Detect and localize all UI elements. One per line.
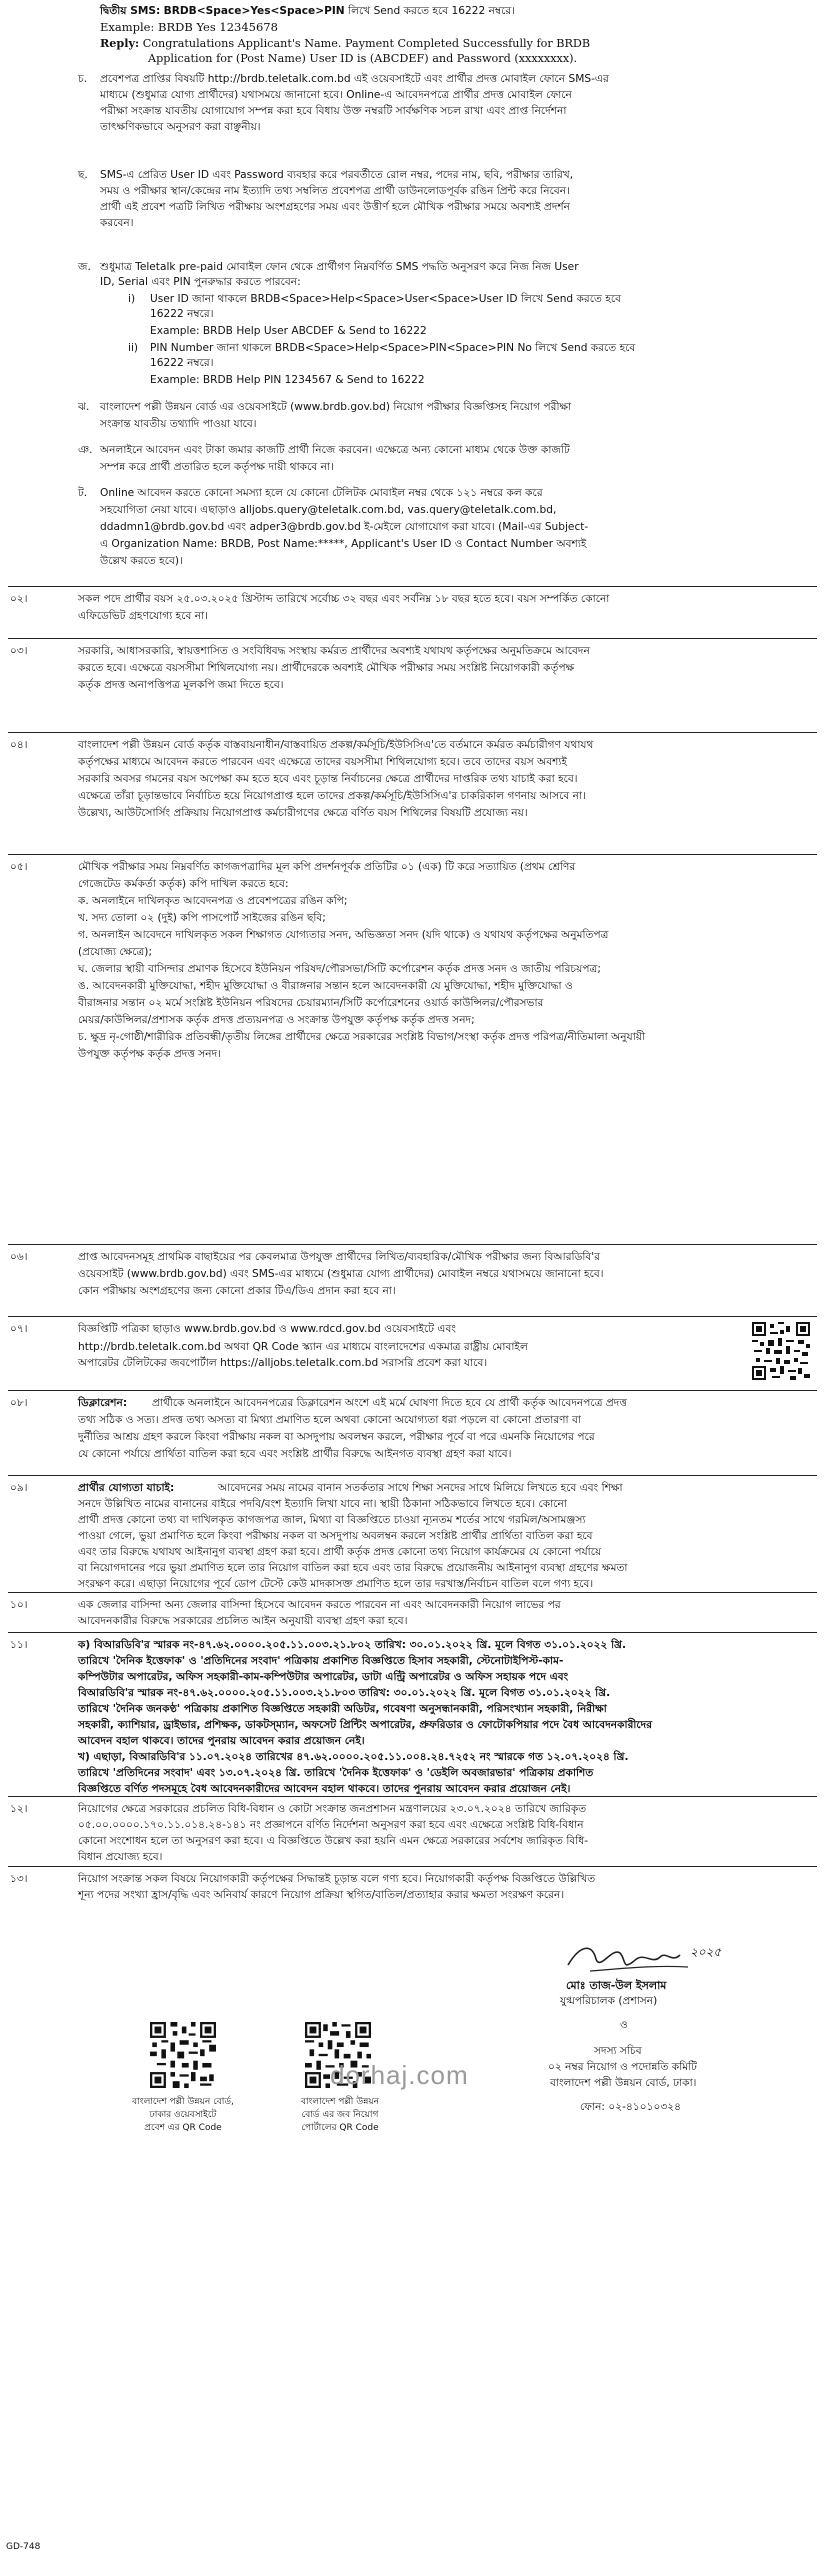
section-line: গেজেটেড কর্মকর্তা কর্তৃক) কপি দাখিল করতে হবে: bbox=[78, 878, 289, 890]
divider bbox=[8, 1866, 817, 1867]
sms2-command: BRDB<Space>Yes<Space>PIN bbox=[163, 5, 345, 17]
signer-phone: ফোন: ০২-৪১০১০৩২৪ bbox=[580, 2101, 682, 2113]
sec08-num: ০৮। bbox=[10, 1397, 28, 1409]
sms2-line bbox=[100, 4, 515, 19]
section-number: ০৫। bbox=[10, 861, 28, 873]
item-j-sub1-example: Example: BRDB Help User ABCDEF & Send to 16222 bbox=[150, 325, 427, 337]
sec11-line: বিআরডিবি'র স্মারক নং-৪৭.৬২.০০০০.২০৫.১১.০০৩.২১.৮০৩ তারিখ: ৩০.০১.২০২২ খ্রি. মূলে বিগত ৩১.০১.২০২২ খ্রি. bbox=[78, 1687, 611, 1699]
sms2-reply-2: Application for (Post Name) User ID is (ABCDEF) and Password (xxxxxxxx). bbox=[148, 52, 578, 65]
divider bbox=[8, 638, 817, 639]
sec12-line: ০৫.০০.০০০০.১৭০.১১.০১৪.২৪-১৪১ নং প্রজ্ঞাপনে বর্ণিত নির্দেশনা অনুসরণ করা হবে এবং এক্ষেত্রে সংশ্লিষ্ট বিধি-বিধান bbox=[78, 1819, 584, 1831]
sec13-line: শূন্য পদের সংখ্যা হ্রাস/বৃদ্ধি এবং অনিবার্য কারণে নিয়োগ প্রক্রিয়া স্থগিত/বাতিল/প্রত্যাহার করার ক্ষমতা সংরক্ষণ করেন। bbox=[78, 1889, 565, 1901]
divider bbox=[8, 1632, 817, 1633]
signer-and: ও bbox=[620, 2019, 628, 2031]
item-j-sub2-b: 16222 নম্বরে। bbox=[150, 357, 214, 369]
item-line: সংক্রান্ত যাবতীয় তথ্যাদি পাওয়া যাবে। bbox=[100, 418, 257, 430]
item-line: সময় ও পরীক্ষার স্থান/কেন্দ্রের নাম ইত্যাদি তথ্য সম্বলিত প্রবেশপত্র প্রার্থী ডাউনলোডপূর্বক রঙিন প্রিন্ট করে নিবেন। bbox=[100, 185, 570, 197]
sec07-num: ০৭। bbox=[10, 1323, 28, 1335]
section-line: কর্তৃক প্রদত্ত অনাপত্তিপত্র মূলকপি জমা দিতে হবে। bbox=[78, 679, 284, 691]
item-line: বাংলাদেশ পল্লী উন্নয়ন বোর্ড এর ওয়েবসাইটে (www.brdb.gov.bd) নিয়োগ পরীক্ষার বিজ্ঞপ্তিসহ নিয়োগ পরীক্ষা bbox=[100, 401, 572, 413]
sec09-line: প্রার্থী প্রদত্ত কোনো তথ্য বা দাখিলকৃত কাগজপত্র জাল, মিথ্যা বা বিজ্ঞপ্তিতে চাওয়া ন্যূনতম শর্তের সাথে গরমিল/অসামঞ্জস্য bbox=[78, 1514, 586, 1526]
section-line: উল্লেখ্য, আউটসোর্সিং প্রক্রিয়ায় নিয়োগপ্রাপ্ত কর্মচারীগণের ক্ষেত্রে বর্ণিত বয়স শিথিলের বিষয়টি প্রযোজ্য নয়। bbox=[78, 807, 528, 819]
qr-code-brdb-small[interactable] bbox=[752, 1322, 810, 1380]
sec08-line: দুর্নীতির আশ্রয় গ্রহণ করলে কিংবা পরীক্ষায় নকল বা অসদুপায় অবলম্বন করলে, পরীক্ষার পূর্বে বা পরে এমনকি নিয়োগের পরে bbox=[78, 1431, 595, 1443]
item-line: সম্পন্ন করে প্রার্থী প্রতারিত হলে কর্তৃপক্ষ দায়ী থাকবে না। bbox=[100, 461, 334, 473]
item-j-line1: শুধুমাত্র Teletalk pre-paid মোবাইল ফোন থেকে প্রার্থীগণ নিম্নবর্ণিত SMS পদ্ধতি অনুসরণ করে নিজ নিজ User bbox=[100, 261, 579, 273]
divider bbox=[8, 854, 817, 855]
section-line: চ. ক্ষুদ্র নৃ-গোষ্ঠী/শারীরিক প্রতিবন্ধী/তৃতীয় লিঙ্গের প্রার্থীদের ক্ষেত্রে সরকারের সংশ্লিষ্ট বিভাগ/সংস্থা কর্তৃক প্রদত্ত পরিপত্র/নীতিমালা অনুযায়ী bbox=[78, 1031, 646, 1043]
section-number: ০৬। bbox=[10, 1251, 28, 1263]
section-line: গ. অনলাইন আবেদনে দাখিলকৃত সকল শিক্ষাগত যোগ্যতার সনদ, অভিজ্ঞতা সনদ (যদি থাকে) ও যথাযথ কর্তৃপক্ষের অনুমতিপত্র bbox=[78, 929, 609, 941]
qr-code-icon bbox=[150, 2022, 216, 2088]
section-line: এফিডেভিট গ্রহণযোগ্য হবে না। bbox=[78, 610, 208, 622]
item-j-line2: ID, Serial এবং PIN পুনরুদ্ধার করতে পারবেন: bbox=[100, 276, 301, 288]
sec09-line: সংরক্ষণ করে। এছাড়া নিয়োগের পূর্বে ডোপ টেস্টে কেউ মাদকাসক্ত প্রমাণিত হলে তার দরখাস্ত/নির্বাচন বাতিল বলে গণ্য হবে। bbox=[78, 1578, 594, 1590]
item-j-sub2-example: Example: BRDB Help PIN 1234567 & Send to 16222 bbox=[150, 374, 425, 386]
sec09-line: এবং তার বিরুদ্ধে যথাযথ আইনানুগ ব্যবস্থা গ্রহণ করা হবে। প্রার্থী কর্তৃক প্রদত্ত কোনো তথ্য নিয়োগ কার্যক্রমের যে কোনো পর্যায়ে bbox=[78, 1546, 602, 1558]
item-j-sub2-mark: ii) bbox=[128, 342, 139, 354]
sec08-line: প্রার্থীকে অনলাইনে আবেদনপত্রের ডিক্লারেশন অংশে এই মর্মে ঘোষণা দিতে হবে যে প্রার্থী কর্তৃক আবেদনপত্রে প্রদত্ত bbox=[152, 1397, 627, 1409]
sms2-tail: লিখে Send করতে হবে 16222 নম্বরে। bbox=[348, 5, 516, 17]
section-line: সরকারি, আধাসরকারি, স্বায়ত্তশাসিত ও সংবিধিবদ্ধ সংস্থায় কর্মরত প্রার্থীদের অবশ্যই যথাযথ কর্তৃপক্ষের অনুমতিক্রমে আবেদন bbox=[78, 645, 590, 657]
item-line: এ Organization Name: BRDB, Post Name:*****, Applicant's User ID ও Contact Number অবশ্যই bbox=[100, 538, 587, 550]
sec07-l2: http://brdb.teletalk.com.bd অথবা QR Code স্ক্যান এর মাধ্যমে বাংলাদেশের একমাত্র রাষ্ট্রীয় মোবাইল bbox=[78, 1341, 528, 1353]
sec07-l3: অপারেটর টেলিটকের জবপোর্টাল https://alljobs.teletalk.com.bd সরাসরি প্রবেশ করা যাবে। bbox=[78, 1357, 488, 1369]
item-line: উল্লেখ করতে হবে)। bbox=[100, 555, 183, 567]
sec12-num: ১২। bbox=[10, 1803, 28, 1815]
item-j-mark: জ. bbox=[78, 261, 91, 273]
signer-member: সদস্য সচিব bbox=[594, 2045, 642, 2057]
sec11-line: তারিখে 'প্রতিদিনের সংবাদ' এবং ১৩.০৭.২০২৪ খ্রি. তারিখে 'দৈনিক ইত্তেফাক' ও 'ডেইলি অবজারভার' পত্রিকায় প্রকাশিত bbox=[78, 1767, 594, 1779]
divider bbox=[8, 732, 817, 733]
sec09-line: সনদে উল্লিখিত নামের বানানের বাইরে পদবি/বংশ ইত্যাদি লিখা যাবে না। স্থায়ী ঠিকানা সঠিকভাবে লিখতে হবে। কোনো bbox=[78, 1498, 567, 1510]
sec09-num: ০৯। bbox=[10, 1482, 28, 1494]
item-line: ddadmn1@brdb.gov.bd এবং adper3@brdb.gov.bd ই-মেইলে যোগাযোগ করা যাবে। (Mail-এর Subject- bbox=[100, 521, 589, 533]
sec07-l1: বিজ্ঞপ্তিটি পত্রিকা ছাড়াও www.brdb.gov.bd ও www.rdcd.gov.bd ওয়েবসাইটে এবং bbox=[78, 1323, 456, 1335]
sms2-label: দ্বিতীয় SMS: bbox=[100, 5, 161, 17]
sec08-line: তথ্য সঠিক ও সত্য। প্রদত্ত তথ্য অসত্য বা মিথ্যা প্রমাণিত হলে অথবা কোনো অযোগ্যতা ধরা পড়লে বা কোনো প্রতারণা বা bbox=[78, 1414, 581, 1426]
sec09-heading: প্রার্থীর যোগ্যতা যাচাই: bbox=[78, 1482, 175, 1494]
sec09-line: পাওয়া গেলে, ভুয়া প্রমাণিত হলে কিংবা পরীক্ষায় নকল বা অসদুপায় অবলম্বন করলে সংশ্লিষ্ট প্রার্থীর প্রার্থিতা বাতিল করা হবে bbox=[78, 1530, 593, 1542]
sec10-line: এক জেলার বাসিন্দা অন্য জেলার বাসিন্দা হিসেবে আবেদন করতে পারবেন না এবং আবেদনকারী নিয়োগ লাভের পর bbox=[78, 1599, 561, 1611]
divider bbox=[8, 1475, 817, 1476]
item-line: তাৎক্ষণিকভাবে অনুসরণ করা বাঞ্ছনীয়। bbox=[100, 121, 261, 133]
item-mark: ঝ. bbox=[78, 401, 90, 413]
sec11-line: সহকারী, ক্যাশিয়ার, ড্রাইভার, প্রশিক্ষক, ডাকটস্‌ম্যান, অফসেট প্রিন্টিং অপারেটর, প্রুফরিডার ও ফোটোকপিয়ার পদে বৈধ আবেদনকারীদের bbox=[78, 1719, 653, 1731]
section-line: সকল পদে প্রার্থীর বয়স ২৫.০৩.২০২৫ খ্রিস্টাব্দ তারিখে সর্বোচ্চ ৩২ বছর এবং সর্বনিম্ন ১৮ বছর হতে হবে। বয়স সম্পর্কিত কোনো bbox=[78, 593, 610, 605]
qr-caption-left-2: ঢাকার ওয়েবসাইটে bbox=[149, 2110, 217, 2120]
divider bbox=[8, 1592, 817, 1593]
sec13-num: ১৩। bbox=[10, 1873, 28, 1885]
sec10-line: আবেদনকারীর বিরুদ্ধে সরকারের প্রচলিত আইন অনুযায়ী ব্যবস্থা গ্রহণ করা হবে। bbox=[78, 1615, 408, 1627]
section-line: ঘ. জেলার স্থায়ী বাসিন্দার প্রমাণক হিসেবে ইউনিয়ন পরিষদ/পৌরসভা/সিটি কর্পোরেশন কর্তৃক প্রদত্ত সনদ ও জাতীয় পরিচয়পত্র; bbox=[78, 963, 601, 975]
section-number: ০২। bbox=[10, 593, 28, 605]
item-line: SMS-এ প্রেরিত User ID এবং Password ব্যবহার করে পরবর্তীতে রোল নম্বর, পদের নাম, ছবি, পরীক্ষার তারিখ, bbox=[100, 169, 574, 181]
item-line: করবেন। bbox=[100, 217, 134, 229]
divider bbox=[8, 1390, 817, 1391]
section-line: মেয়র/কাউন্সিলর/প্রশাসক কর্তৃক প্রদত্ত প্রত্যয়নপত্র ও সংক্রান্ত উপযুক্ত কর্তৃপক্ষ কর্তৃক প্রদত্ত সনদ; bbox=[78, 1014, 475, 1026]
divider bbox=[8, 1316, 817, 1317]
item-j-sub1-a: User ID জানা থাকলে BRDB<Space>Help<Space>User<Space>User ID লিখে Send করতে হবে bbox=[150, 293, 622, 305]
sec12-line: কোনো সংশোধন হলে তা অনুসরণ করা হবে। এ বিজ্ঞপ্তিতে উল্লেখ করা হয়নি এমন ক্ষেত্রে সরকারের সর্বশেষ জারিকৃত বিধি- bbox=[78, 1835, 589, 1847]
sms2-reply-label: Reply: bbox=[100, 36, 140, 50]
watermark: dorhaj.com bbox=[330, 2060, 469, 2090]
sec11-num: ১১। bbox=[10, 1639, 28, 1651]
item-j-sub1-mark: i) bbox=[128, 293, 136, 305]
section-number: ০৩। bbox=[10, 645, 28, 657]
sec11-line: খ) এছাড়া, বিআরডিবি'র ১১.০৭.২০২৪ তারিখের ৪৭.৬২.০০০০.২০৫.১১.০০৪.২৪.৭২৫২ নং স্মারকে গত ১২.০৭.২০২৪ খ্রি. bbox=[78, 1751, 629, 1763]
section-line: কোন পরীক্ষায় অংশগ্রহণের জন্য কোনো প্রকার টিএ/ডিএ প্রদান করা হবে না। bbox=[78, 1285, 396, 1297]
sec11-line: বিজ্ঞপ্তিতে বর্ণিত পদসমূহে বৈধ আবেদনকারীদের আবেদন বহাল থাকবে। তাদের পুনরায় আবেদন করার প্রয়োজন নেই। bbox=[78, 1783, 571, 1795]
qr-code-brdb-website[interactable] bbox=[150, 2022, 216, 2088]
item-mark: ছ. bbox=[78, 169, 88, 181]
item-mark: ট. bbox=[78, 487, 88, 499]
section-line: সরকারি অবসর গমনের বয়স অপেক্ষা কম হতে হবে এবং চূড়ান্ত নির্বাচনের ক্ষেত্রে প্রার্থীদের দাপ্তরিক তথ্য যাচাই করা হবে। bbox=[78, 773, 578, 785]
qr-caption-left-3: প্রবেশ এর QR Code bbox=[144, 2123, 222, 2133]
section-line: প্রাপ্ত আবেদনসমূহ প্রাথমিক বাছাইয়ের পর কেবলমাত্র উপযুক্ত প্রার্থীদের লিখিত/ব্যবহারিক/মৌখিক পরীক্ষার জন্য বিআরডিবি'র bbox=[78, 1251, 601, 1263]
sec09-line: আবেদনের সময় নামের বানান সতর্কতার সাথে শিক্ষা সনদের সাথে মিলিয়ে লিখতে হবে এবং শিক্ষা bbox=[218, 1482, 623, 1494]
section-line: উপযুক্ত কর্তৃপক্ষ কর্তৃক প্রদত্ত সনদ। bbox=[78, 1048, 221, 1060]
section-line: করতে হবে। এক্ষেত্রে বয়সসীমা শিথিলযোগ্য নয়। প্রার্থীদেরকে অবশ্যই মৌখিক পরীক্ষার সময় সংশ্লিষ্ট নিয়োগকারী কর্তৃপক্ষ bbox=[78, 662, 575, 674]
section-line: খ. সদ্য তোলা ০২ (দুই) কপি পাসপোর্ট সাইজের রঙিন ছবি; bbox=[78, 912, 326, 924]
qr-caption-left bbox=[108, 2096, 258, 2135]
section-line: (প্রযোজ্য ক্ষেত্রে); bbox=[78, 946, 153, 958]
item-j-sub2-a: PIN Number জানা থাকলে BRDB<Space>Help<Space>PIN<Space>PIN No লিখে Send করতে হবে bbox=[150, 342, 636, 354]
divider bbox=[8, 586, 817, 587]
sec08-line: যে কোনো পর্যায়ে প্রার্থিতা বাতিল করা হবে এবং সংশ্লিষ্ট প্রার্থীর বিরুদ্ধে আইনগত ব্যবস্থা গ্রহণ করা যাবে। bbox=[78, 1448, 512, 1460]
sms2-example: Example: BRDB Yes 12345678 bbox=[100, 20, 278, 34]
sms2-reply-1: Congratulations Applicant's Name. Payment Completed Successfully for BRDB bbox=[142, 37, 591, 50]
item-line: প্রার্থী এই প্রবেশ পত্রটি লিখিত পরীক্ষায় অংশগ্রহণের সময় এবং উত্তীর্ণ হলে মৌখিক পরীক্ষার সময়ে অবশ্যই প্রদর্শন bbox=[100, 201, 570, 213]
item-line: পরীক্ষা সংক্রান্ত যাবতীয় যোগাযোগ সম্পন্ন করা হবে বিধায় উক্ত নম্বরটি সার্বক্ষণিক সচল রাখা এবং প্রাপ্ত নির্দেশনা bbox=[100, 105, 567, 117]
sec11-line: কম্পিউটার অপারেটর, অফিস সহকারী-কাম-কম্পিউটার অপারেটর, ডাটা এন্ট্রি অপারেটর ও অফিস সহায়ক পদে এবং bbox=[78, 1671, 569, 1683]
footer-code: GD-748 bbox=[6, 2542, 41, 2552]
qr-caption-right-1: বাংলাদেশ পল্লী উন্নয়ন bbox=[300, 2097, 380, 2107]
item-j-sub1-b: 16222 নম্বরে। bbox=[150, 308, 214, 320]
section-line: বীরাঙ্গনার সন্তান ০২ মর্মে সংশ্লিষ্ট ইউনিয়ন পরিষদের চেয়ারম্যান/সিটি কর্পোরেশনের ওয়ার্ড কাউন্সিলর/পৌরসভার bbox=[78, 997, 544, 1009]
item-line: মাধ্যমে (শুধুমাত্র যোগ্য প্রার্থীদের) যথাসময়ে জানানো হবে। Online-এ আবেদনপত্রে প্রার্থীর প্রদত্ত মোবাইল ফোনে bbox=[100, 89, 572, 101]
sms2-reply-line1 bbox=[100, 36, 590, 51]
sec11-line: তারিখে 'দৈনিক ইত্তেফাক' ও 'প্রতিদিনের সংবাদ' পত্রিকায় প্রকাশিত বিজ্ঞপ্তিতে হিসাব সহকারী, স্টেনোটাইপিস্ট-কাম- bbox=[78, 1655, 564, 1667]
sec13-line: নিয়োগ সংক্রান্ত সকল বিষয়ে নিয়োগকারী কর্তৃপক্ষের সিদ্ধান্তই চূড়ান্ত বলে গণ্য হবে। নিয়োগকারী কর্তৃপক্ষ বিজ্ঞপ্তিতে উল্লিখিত bbox=[78, 1873, 596, 1885]
divider bbox=[8, 1244, 817, 1245]
qr-caption-right-2: বোর্ড এর জব নিয়োগ bbox=[301, 2110, 379, 2120]
item-line: প্রবেশপত্র প্রাপ্তির বিষয়টি http://brdb.teletalk.com.bd এই ওয়েবসাইটে এবং প্রার্থীর প্রদত্ত মোবাইল ফোনে SMS-এর bbox=[100, 73, 609, 85]
divider bbox=[8, 1796, 817, 1797]
item-mark: চ. bbox=[78, 73, 88, 85]
signer-org: বাংলাদেশ পল্লী উন্নয়ন বোর্ড, ঢাকা। bbox=[550, 2077, 697, 2089]
sec12-line: নিয়োগের ক্ষেত্রে সরকারের প্রচলিত বিধি-বিধান ও কোটা সংক্রান্ত জনপ্রশাসন মন্ত্রণালয়ের ২৩.০৭.২০২৪ তারিখে জারিকৃত bbox=[78, 1803, 587, 1815]
signer-designation: যুগ্মপরিচালক (প্রশাসন) bbox=[560, 1995, 658, 2007]
item-line: Online আবেদন করতে কোনো সমস্যা হলে যে কোনো টেলিটক মোবাইল নম্বর থেকে ১২১ নম্বরে কল করে bbox=[100, 487, 543, 499]
sec08-heading: ডিক্লারেশন: bbox=[78, 1397, 128, 1409]
section-line: এক্ষেত্রে তাঁরা চূড়ান্তভাবে নির্বাচিত হয়ে নিয়োগপ্রাপ্ত হলে তাদের প্রকল্প/কর্মসূচি/ইউসিসিএ'র চাকরিকাল গণনায় আসবে না। bbox=[78, 790, 586, 802]
section-line: ক. অনলাইনে দাখিলকৃত আবেদনপত্র ও প্রবেশপত্রের রঙিন কপি; bbox=[78, 895, 348, 907]
sec11-line: তারিখে 'দৈনিক জনকণ্ঠ' পত্রিকায় প্রকাশিত বিজ্ঞপ্তিতে সহকারী অডিটর, গবেষণা অনুসন্ধানকারী, পরিসংখ্যান সহকারী, নিরীক্ষা bbox=[78, 1703, 607, 1715]
qr-caption-right bbox=[275, 2096, 405, 2135]
sec10-num: ১০। bbox=[10, 1599, 28, 1611]
signer-committee: ০২ নম্বর নিয়োগ ও পদোন্নতি কমিটি bbox=[548, 2061, 697, 2073]
signature-date: ২০২৫ bbox=[690, 1945, 722, 1959]
sec09-line: বা নিয়োগদানের পরে ভুয়া প্রমাণিত হলে তার নিয়োগ বাতিল করা হবে এবং তার বিরুদ্ধে প্রয়োজনীয় আইনানুগ ব্যবস্থা গ্রহণের ক্ষমতা bbox=[78, 1562, 628, 1574]
sec12-line: বিধান প্রযোজ্য হবে। bbox=[78, 1851, 163, 1863]
section-line: ওয়েবসাইট (www.brdb.gov.bd) এবং SMS-এর মাধ্যমে (শুধুমাত্র যোগ্য প্রার্থীদের) মোবাইল নম্বরে যথাসময়ে জানানো হবে। bbox=[78, 1268, 604, 1280]
section-line: ঙ. আবেদনকারী মুক্তিযোদ্ধা, শহীদ মুক্তিযোদ্ধা ও বীরাঙ্গনার সন্তান হলে আবেদনকারী যে মুক্তিযোদ্ধা, শহীদ মুক্তিযোদ্ধা ও bbox=[78, 980, 573, 992]
qr-caption-right-3: পোর্টালের QR Code bbox=[301, 2123, 379, 2133]
section-line: বাংলাদেশ পল্লী উন্নয়ন বোর্ড কর্তৃক বাস্তবায়নাধীন/বাস্তবায়িত প্রকল্প/কর্মসূচি/ইউসিসিএ'তে বর্তমানে কর্মরত কর্মচারীগণ যথাযথ bbox=[78, 739, 594, 751]
sec11-line: আবেদন বহাল থাকবে। তাদের পুনরায় আবেদন করার প্রয়োজন নেই। bbox=[78, 1735, 365, 1747]
section-line: কর্তৃপক্ষের মাধ্যমে আবেদন করতে পারবেন এবং এক্ষেত্রে তাদের বয়সসীমা শিথিলযোগ্য হবে। তবে তাদের বয়স অবশ্যই bbox=[78, 756, 567, 768]
item-mark: ঞ. bbox=[78, 444, 93, 456]
section-number: ০৪। bbox=[10, 739, 28, 751]
qr-code-icon bbox=[752, 1322, 810, 1380]
item-line: অনলাইনে আবেদন এবং টাকা জমার কাজটি প্রার্থী নিজে করবেন। এক্ষেত্রে অন্য কোনো মাধ্যম থেকে উক্ত কাজটি bbox=[100, 444, 570, 456]
sec11-line: ক) বিআরডিবি'র স্মারক নং-৪৭.৬২.০০০০.২০৫.১১.০০৩.২১.৮০২ তারিখ: ৩০.০১.২০২২ খ্রি. মূলে বিগত ৩১.০১.২০২২ খ্রি. bbox=[78, 1639, 627, 1651]
qr-caption-left-1: বাংলাদেশ পল্লী উন্নয়ন বোর্ড, bbox=[132, 2097, 234, 2107]
item-line: সহযোগিতা নেয়া যাবে। এছাড়াও alljobs.query@teletalk.com.bd, vas.query@teletalk.com.bd, bbox=[100, 504, 557, 516]
section-line: মৌখিক পরীক্ষার সময় নিম্নবর্ণিত কাগজপত্রাদির মূল কপি প্রদর্শনপূর্বক প্রতিটির ০১ (এক) টি করে সত্যায়িত (প্রথম শ্রেণির bbox=[78, 861, 576, 873]
signer-name: মোঃ তাজ-উল ইসলাম bbox=[566, 1979, 667, 1992]
